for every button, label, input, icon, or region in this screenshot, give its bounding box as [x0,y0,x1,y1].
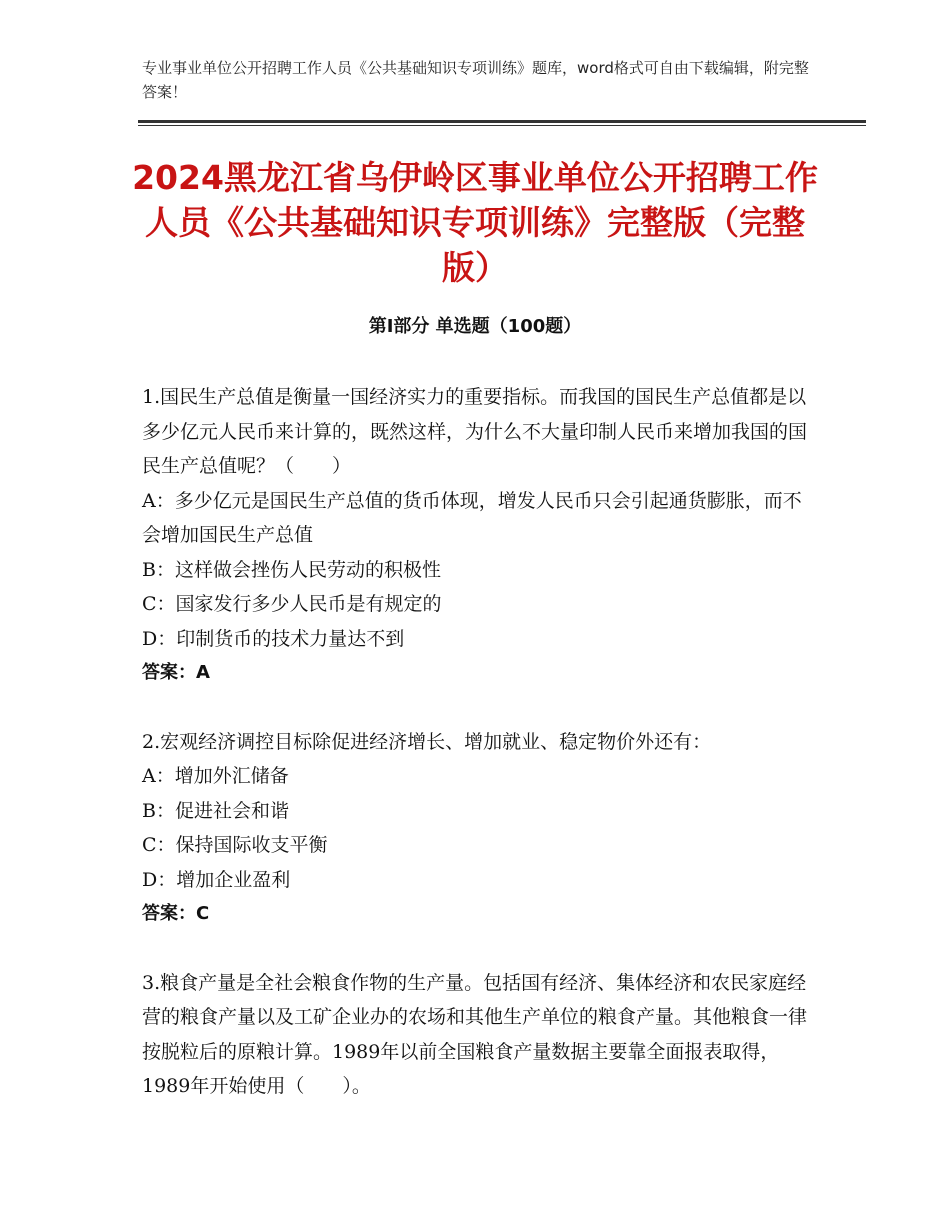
option-b: B：促进社会和谐 [142,799,289,822]
header-divider [138,120,866,126]
document-title: 2024黑龙江省乌伊岭区事业单位公开招聘工作人员《公共基础知识专项训练》完整版（完整版） [132,158,818,287]
option-a: A：多少亿元是国民生产总值的货币体现，增发人民币只会引起通货膨胀，而不会增加国民生产总值 [142,489,802,546]
answer: 答案：C [142,903,210,924]
question-2 [142,725,812,932]
option-a: A：增加外汇储备 [142,765,289,787]
option-c: C：国家发行多少人民币是有规定的 [142,593,442,615]
question-stem: 3.粮食产量是全社会粮食作物的生产量。包括国有经济、集体经济和农民家庭经营的粮食产量以及工矿企业办的农场和其他生产单位的粮食产量。其他粮食一律按脱粒后的原粮计算。1989年以前全国粮食产量数据主要靠全面报表取得，1989年开始使用（ ）。 [142,971,808,1097]
question-1 [142,380,812,691]
question-stem: 2.宏观经济调控目标除促进经济增长、增加就业、稳定物价外还有： [142,730,712,753]
option-c: C：保持国际收支平衡 [142,834,328,856]
answer: 答案：A [142,662,210,683]
question-stem: 1.国民生产总值是衡量一国经济实力的重要指标。而我国的国民生产总值都是以多少亿元人民币来计算的，既然这样，为什么不大量印制人民币来增加我国的国民生产总值呢？（ ） [142,386,808,477]
section-title: 第Ⅰ部分 单选题（100题） [368,316,582,337]
question-list [142,380,812,1138]
header-note: 专业事业单位公开招聘工作人员《公共基础知识专项训练》题库，word格式可自由下载编辑，附完整答案！ [142,59,809,101]
question-3 [142,966,812,1104]
option-d: D：增加企业盈利 [142,868,291,891]
option-b: B：这样做会挫伤人民劳动的积极性 [142,558,441,581]
option-d: D：印制货币的技术力量达不到 [142,627,405,650]
